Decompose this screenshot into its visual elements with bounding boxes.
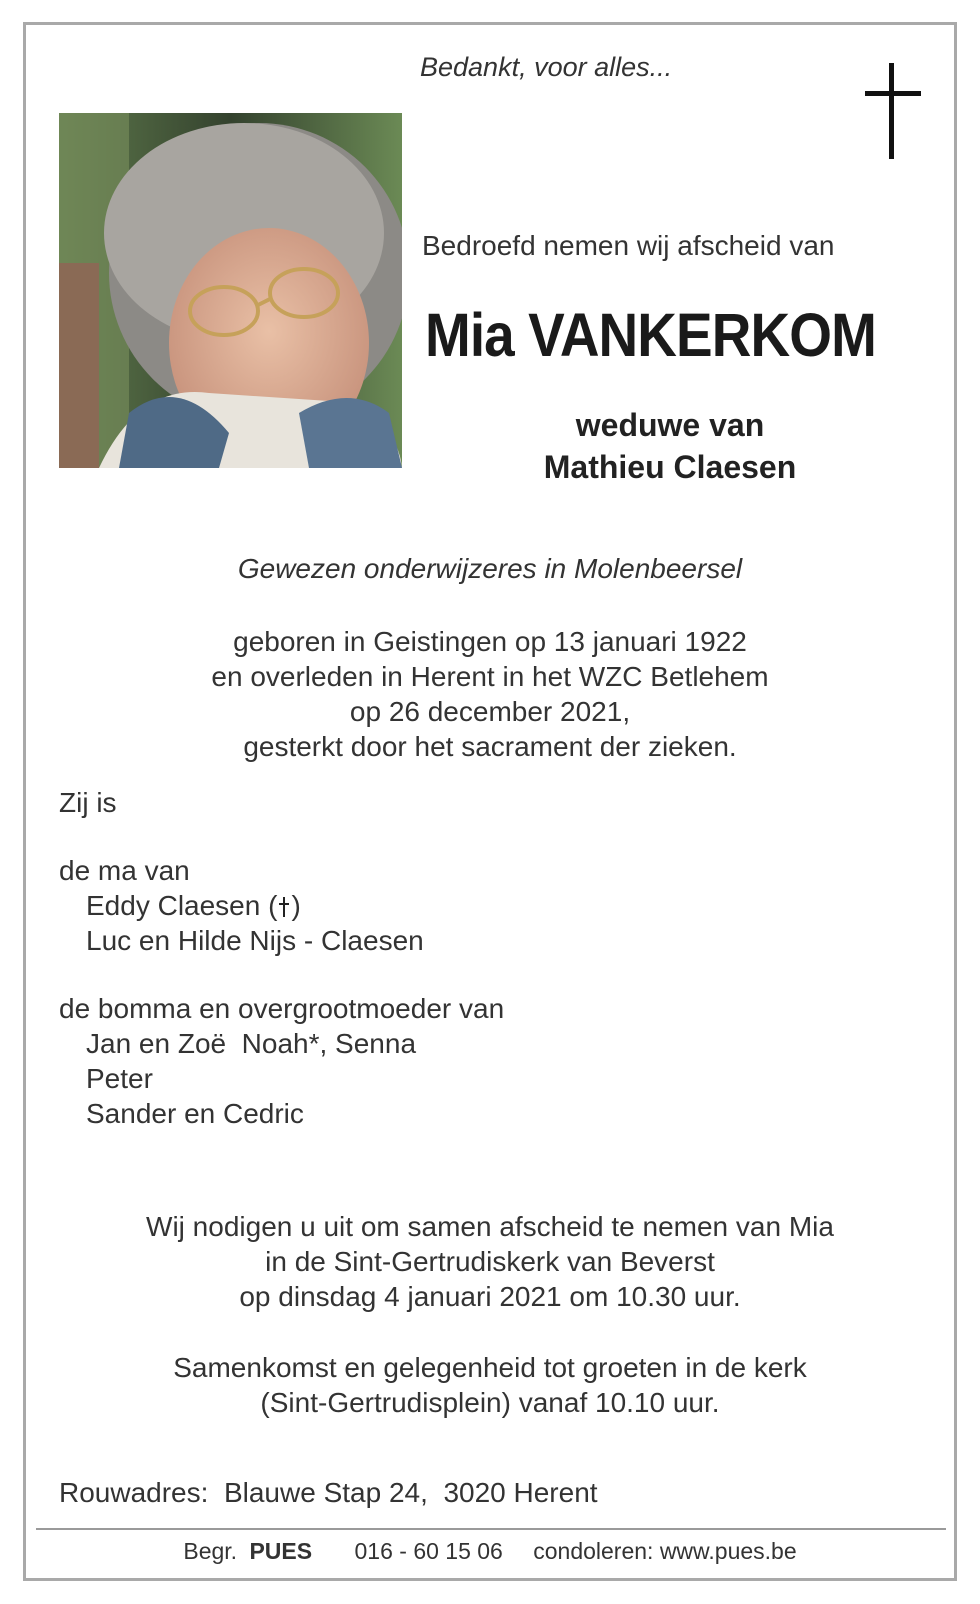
grandchildren-section [59, 991, 504, 1131]
tagline: Bedankt, voor alles... [420, 52, 673, 82]
deceased-name: Mia VANKERKOM [425, 301, 876, 369]
deceased-cross-icon [279, 897, 289, 917]
funeral-invitation [0, 1209, 980, 1314]
children-section [59, 853, 424, 958]
intro-text: Bedroefd nemen wij afscheid van [422, 230, 835, 261]
footer [0, 1538, 980, 1565]
life-line: geboren in Geistingen op 13 januari 1922 [233, 626, 747, 657]
funeral-company: PUES [249, 1538, 313, 1564]
zij-is: Zij is [59, 787, 117, 818]
footer-phone: 016 - 60 15 06 [354, 1538, 503, 1564]
gathering-info [0, 1350, 980, 1420]
life-details [0, 624, 980, 764]
life-line: op 26 december 2021, [349, 696, 631, 727]
child-entry: Luc en Hilde Nijs - Claesen [86, 925, 424, 956]
invite-line: op dinsdag 4 januari 2021 om 10.30 uur. [239, 1281, 741, 1312]
grandchild-entry: Peter [86, 1063, 153, 1094]
children-heading: de ma van [59, 855, 190, 886]
invite-line: in de Sint-Gertrudiskerk van Beverst [265, 1246, 715, 1277]
occupation: Gewezen onderwijzeres in Molenbeersel [237, 553, 743, 584]
invite-line: Wij nodigen u uit om samen afscheid te nemen van Mia [146, 1211, 834, 1242]
portrait-photo [59, 113, 402, 468]
gathering-line: Samenkomst en gelegenheid tot groeten in de kerk [173, 1352, 807, 1383]
footer-divider [36, 1528, 946, 1530]
widow-line-2: Mathieu Claesen [543, 449, 797, 485]
grandchild-entry: Jan en Zoë Noah*, Senna [86, 1028, 417, 1059]
child-entry: Eddy Claesen ( ) [86, 890, 301, 921]
cross-icon [865, 63, 921, 159]
life-line: en overleden in Herent in het WZC Betlehem [211, 661, 769, 692]
widow-of [470, 404, 870, 488]
life-line: gesterkt door het sacrament der zieken. [243, 731, 737, 762]
mourning-address: Rouwadres: Blauwe Stap 24, 3020 Herent [59, 1477, 598, 1508]
condolences-link[interactable]: condoleren: www.pues.be [533, 1538, 797, 1564]
footer-prefix: Begr. [183, 1538, 238, 1564]
grandchild-entry: Sander en Cedric [86, 1098, 304, 1129]
widow-line-1: weduwe van [575, 407, 765, 443]
grandchildren-heading: de bomma en overgrootmoeder van [59, 993, 505, 1024]
gathering-line: (Sint-Gertrudisplein) vanaf 10.10 uur. [260, 1387, 720, 1418]
